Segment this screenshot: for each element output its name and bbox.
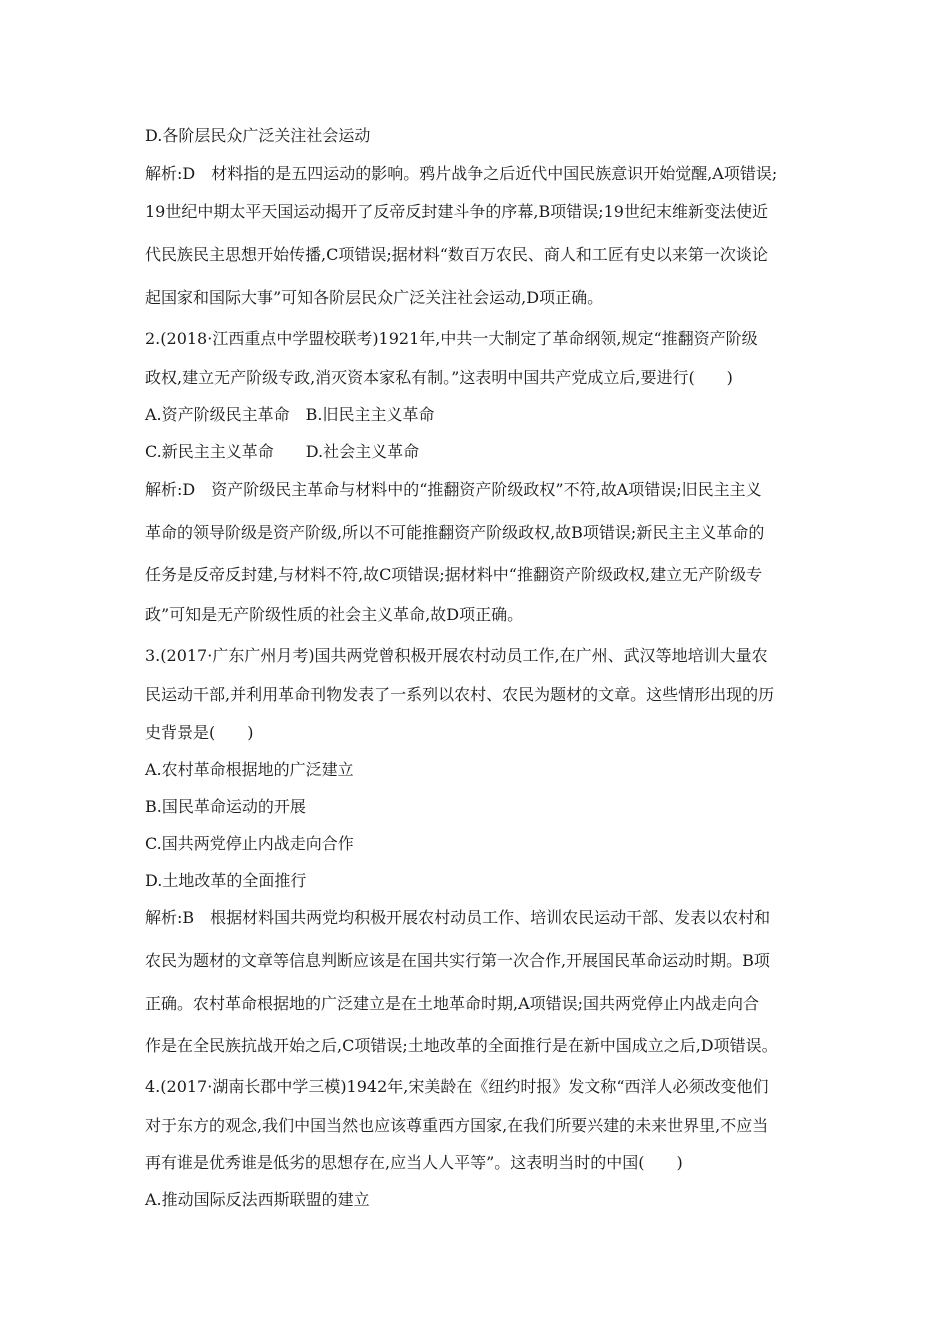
- analysis-q3-line-1: 解析:B 根据材料国共两党均积极开展农村动员工作、培训农民运动干部、发表以农村和: [145, 908, 771, 927]
- question-2-line-1: 2.(2018·江西重点中学盟校联考)1921年,中共一大制定了革命纲领,规定“推翻资产阶级: [145, 329, 758, 348]
- analysis-q2-line-2: 革命的领导阶级是资产阶级,所以不可能推翻资产阶级政权,故B项错误;新民主主义革命的: [145, 523, 765, 542]
- analysis-q3-line-2: 农民为题材的文章等信息判断应该是在国共实行第一次合作,开展国民革命运动时期。B项: [145, 951, 770, 970]
- analysis-q3-line-4: 作是在全民族抗战开始之后,C项错误;土地改革的全面推行是在新中国成立之后,D项错误。: [145, 1036, 778, 1055]
- question-3-line-2: 民运动干部,并利用革命刊物发表了一系列以农村、农民为题材的文章。这些情形出现的历: [145, 685, 775, 704]
- analysis-q2-line-3: 任务是反帝反封建,与材料不符,故C项错误;据材料中“推翻资产阶级政权,建立无产阶级专: [145, 565, 763, 584]
- analysis-q3-line-3: 正确。农村革命根据地的广泛建立是在土地革命时期,A项错误;国共两党停止内战走向合: [145, 994, 760, 1013]
- analysis-q2-line-1: 解析:D 资产阶级民主革命与材料中的“推翻资产阶级政权”不符,故A项错误;旧民主主义: [145, 480, 762, 499]
- question-4-line-1: 4.(2017·湖南长郡中学三模)1942年,宋美龄在《纽约时报》发文称“西洋人必须改变他们: [145, 1077, 769, 1096]
- options-q2-cd: C.新民主主义革命 D.社会主义革命: [145, 442, 420, 461]
- analysis-q1-line-2: 19世纪中期太平天国运动揭开了反帝反封建斗争的序幕,B项错误;19世纪末维新变法使近: [145, 202, 768, 221]
- analysis-q1-line-1: 解析:D 材料指的是五四运动的影响。鸦片战争之后近代中国民族意识开始觉醒,A项错误;: [145, 164, 778, 183]
- options-q2-ab: A.资产阶级民主革命 B.旧民主主义革命: [145, 405, 435, 424]
- analysis-q1-line-3: 代民族民主思想开始传播,C项错误;据材料“数百万农民、商人和工匠有史以来第一次谈论: [145, 245, 768, 264]
- analysis-q2-line-4: 政”可知是无产阶级性质的社会主义革命,故D项正确。: [145, 605, 524, 624]
- option-d-q1: D.各阶层民众广泛关注社会运动: [145, 126, 371, 145]
- option-b-q3: B.国民革命运动的开展: [145, 797, 306, 816]
- question-4-line-2: 对于东方的观念,我们中国当然也应该尊重西方国家,在我们所要兴建的未来世界里,不应当: [145, 1116, 769, 1135]
- question-3-line-1: 3.(2017·广东广州月考)国共两党曾积极开展农村动员工作,在广州、武汉等地培训大量农: [145, 646, 768, 665]
- option-a-q4: A.推动国际反法西斯联盟的建立: [145, 1190, 370, 1209]
- option-a-q3: A.农村革命根据地的广泛建立: [145, 760, 354, 779]
- analysis-q1-line-4: 起国家和国际大事”可知各阶层民众广泛关注社会运动,D项正确。: [145, 288, 604, 307]
- option-c-q3: C.国共两党停止内战走向合作: [145, 834, 354, 853]
- question-3-line-3: 史背景是( ): [145, 723, 254, 742]
- question-2-line-2: 政权,建立无产阶级专政,消灭资本家私有制。”这表明中国共产党成立后,要进行( ): [145, 368, 733, 387]
- option-d-q3: D.土地改革的全面推行: [145, 871, 307, 890]
- question-4-line-3: 再有谁是优秀谁是低劣的思想存在,应当人人平等”。这表明当时的中国( ): [145, 1153, 683, 1172]
